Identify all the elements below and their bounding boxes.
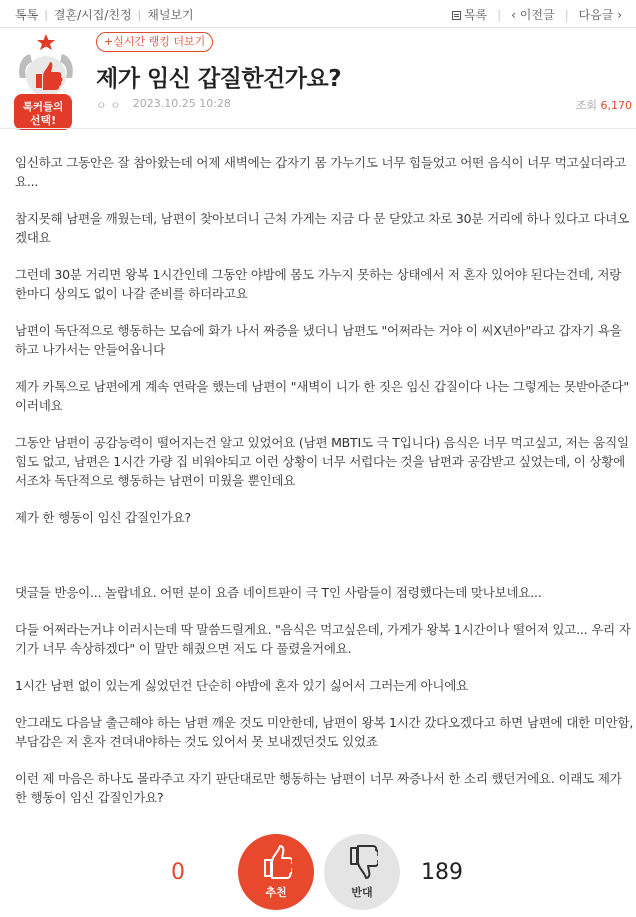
badge-line2: 선택! — [29, 114, 57, 127]
breadcrumb-separator: | — [137, 8, 142, 21]
breadcrumb-item-channel[interactable]: 채널보기 — [147, 8, 194, 22]
list-button[interactable] — [452, 6, 487, 23]
downvote-label: 반대 — [351, 886, 373, 899]
body-paragraph: 제가 카톡으로 남편에게 계속 연락을 했는데 남편이 "새벽이 니가 한 짓은 임신 갑질이다 나는 그렇게는 못받아준다" 이러네요 — [15, 379, 629, 413]
body-paragraph: 다들 어쩌라는거냐 이러시는데 딱 말씀드릴게요. "음식은 먹고싶은데, 가게가 왕복 1시간이나 떨어져 있고... 우리 자기가 너무 속상하겠다" 이 말만 해줬으면 저도 다 풀렸을거에요. — [15, 622, 631, 656]
prev-post-link[interactable]: ‹ 이전글 — [511, 8, 555, 22]
views-label: 조회 — [575, 99, 597, 112]
page-title: 제가 임신 갑질한건가요? — [96, 66, 342, 92]
top-navigation — [0, 0, 636, 28]
divider: | — [497, 7, 502, 22]
upvote-button[interactable] — [238, 834, 314, 910]
vote-section — [0, 830, 636, 917]
body-paragraph: 이런 제 마음은 하나도 몰라주고 자기 판단대로만 행동하는 남편이 너무 짜증나서 한 소리 했던거에요. 이래도 제가 한 행동이 임신 갑질인가요? — [15, 771, 622, 805]
thumbs-up-icon — [260, 844, 292, 880]
upvote-count: 0 — [171, 860, 185, 885]
body-paragraph: 댓글들 반응이... 놀랍네요. 어떤 분이 요즘 네이트판이 극 T인 사람들이 점령했다는데 맞나보네요... — [15, 585, 542, 600]
badge-line1: 톡커들의 — [22, 101, 64, 113]
divider — [0, 128, 636, 129]
body-paragraph: 참지못해 남편을 깨웠는데, 남편이 찾아보더니 근처 가게는 지금 다 문 닫았고 차로 30분 거리에 하나 있다고 다녀오겠대요 — [15, 211, 630, 245]
body-paragraph: 그동안 남편이 공감능력이 떨어지는건 알고 있었어요 (남편 MBTI도 극 T입니다) 음식은 너무 먹고싶고, 저는 움직일 힘도 없고, 남편은 1시간 가량 집 비워야되고 이런 상황이 너무 서럽다는 것을 남편과 공감받고 싶었는데, 이 상황에서조차 독단적으로 행동하는 남편이 미웠을 뿐인데요 — [15, 435, 629, 488]
author-name: ㅇ ㅇ — [96, 99, 121, 112]
post-body — [15, 153, 635, 825]
post-date: 2023.10.25 10:28 — [132, 97, 231, 110]
breadcrumb-item-marriage[interactable]: 결혼/시집/친정 — [53, 8, 132, 22]
post-meta — [96, 97, 231, 113]
thumbs-up-badge-icon — [12, 32, 84, 132]
upvote-label: 추천 — [265, 886, 287, 899]
breadcrumb-item-tok[interactable]: 톡톡 — [15, 8, 39, 22]
body-paragraph: 안그래도 다음날 출근해야 하는 남편 깨운 것도 미안한데, 남편이 왕복 1시간 갔다오겠다고 하면 남편에 대한 미안함, 부담감은 저 혼자 견뎌내야하는 것도 있어서 못 보내겠던것도 있었죠 — [15, 715, 634, 749]
breadcrumb — [15, 6, 194, 23]
post-navigation — [452, 6, 622, 23]
list-icon — [452, 11, 461, 20]
realtime-ranking-button[interactable]: +실시간 랭킹 더보기 — [96, 32, 213, 52]
breadcrumb-separator: | — [44, 8, 48, 21]
views-value: 6,170 — [600, 99, 632, 112]
view-count — [576, 97, 632, 113]
thumbs-down-icon — [346, 844, 378, 880]
body-paragraph: 임신하고 그동안은 잘 참아왔는데 어제 새벽에는 갑자기 몸 가누기도 너무 힘들었고 어떤 음식이 너무 먹고싶더라고요... — [15, 155, 626, 189]
downvote-count: 189 — [421, 860, 463, 885]
next-post-link[interactable]: 다음글 › — [578, 8, 622, 22]
divider: | — [564, 7, 569, 22]
body-paragraph: 1시간 남편 없이 있는게 싫었던건 단순히 야밤에 혼자 있기 싫어서 그러는게 아니에요 — [15, 678, 469, 693]
spacer — [15, 545, 635, 583]
body-paragraph: 그런데 30분 거리면 왕복 1시간인데 그동안 야밤에 몸도 가누지 못하는 상태에서 저 혼자 있어야 된다는건데, 저랑 한마디 상의도 없이 나갈 준비를 하더라고요 — [15, 267, 622, 301]
tokers-choice-badge — [12, 32, 84, 132]
body-paragraph: 제가 한 행동이 임신 갑질인가요? — [15, 510, 191, 525]
list-label: 목록 — [463, 8, 488, 22]
downvote-button[interactable] — [324, 834, 400, 910]
body-paragraph: 남편이 독단적으로 행동하는 모습에 화가 나서 짜증을 냈더니 남편도 "어쩌라는 거야 이 씨X년아"라고 갑자기 욕을 하고 나가서는 안들어옵니다 — [15, 323, 622, 357]
